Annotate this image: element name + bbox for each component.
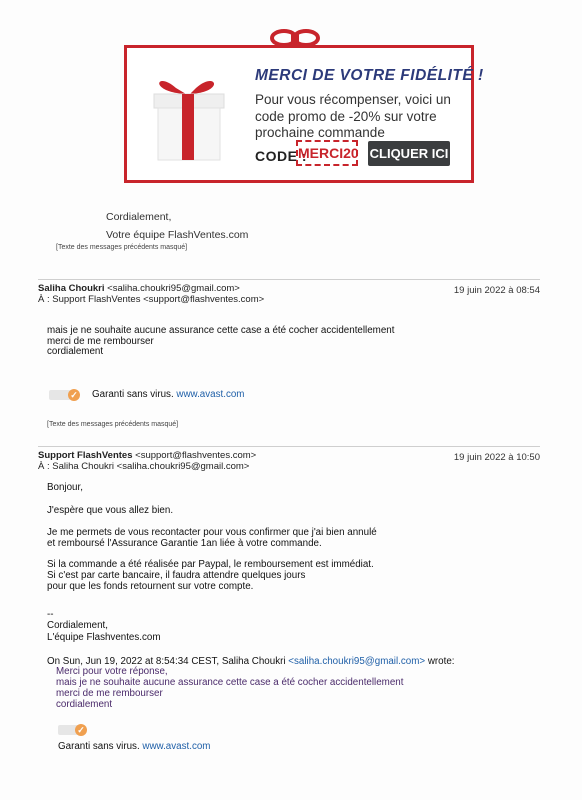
signature-team: Votre équipe FlashVentes.com <box>106 229 249 241</box>
quote-header-text: On Sun, Jun 19, 2022 at 8:54:34 CEST, Saliha Choukri <box>47 656 286 667</box>
promo-code: MERCI20 <box>296 140 358 166</box>
quote-line: merci de me rembourser <box>56 688 163 699</box>
check-icon: ✓ <box>75 724 87 736</box>
message-line: Si c'est par carte bancaire, il faudra attendre quelques jours <box>47 570 306 581</box>
message-line: mais je ne souhaite aucune assurance cette case a été cocher accidentellement <box>47 325 395 336</box>
hidden-messages-link[interactable]: [Texte des messages précédents masqué] <box>47 421 179 428</box>
cta-button[interactable]: CLIQUER ICI <box>368 141 450 166</box>
message-line: et remboursé l'Assurance Garantie 1an liée à votre commande. <box>47 538 322 549</box>
message-date: 19 juin 2022 à 08:54 <box>453 285 540 296</box>
sender-name: Support FlashVentes <box>38 450 133 461</box>
quote-header-wrote: wrote: <box>427 656 455 667</box>
divider <box>38 279 540 280</box>
quote-email-link[interactable]: <saliha.choukri95@gmail.com> <box>288 656 426 667</box>
avast-notice <box>92 389 244 401</box>
sender-email: <saliha.choukri95@gmail.com> <box>107 283 240 294</box>
avast-text: Garanti sans virus. <box>92 389 174 400</box>
divider <box>38 446 540 447</box>
message-from <box>38 450 256 461</box>
message-line: Je me permets de vous recontacter pour vous confirmer que j'ai bien annulé <box>47 527 377 538</box>
message-date: 19 juin 2022 à 10:50 <box>453 452 540 463</box>
sender-email: <support@flashventes.com> <box>135 450 257 461</box>
signature-closing: Cordialement, <box>47 620 108 631</box>
hidden-messages-link[interactable]: [Texte des messages précédents masqué] <box>56 244 188 251</box>
promo-text: Pour vous récompenser, voici un code promo de -20% sur votre prochaine commande <box>255 92 451 140</box>
avast-notice <box>58 741 210 753</box>
quote-line: mais je ne souhaite aucune assurance cette case a été cocher accidentellement <box>56 677 404 688</box>
signature-closing: Cordialement, <box>106 211 172 223</box>
avast-link[interactable]: www.avast.com <box>176 389 245 400</box>
message-line: pour que les fonds retournent sur votre compte. <box>47 581 254 592</box>
signature-separator: -- <box>47 609 54 620</box>
avast-link[interactable]: www.avast.com <box>142 741 211 752</box>
signature-team: L'équipe Flashventes.com <box>47 632 161 643</box>
message-to: À : Saliha Choukri <saliha.choukri95@gmail.com> <box>38 461 250 472</box>
message-line: cordialement <box>47 346 104 357</box>
quote-line: cordialement <box>56 699 113 710</box>
message-line: Si la commande a été réalisée par Paypal, le remboursement est immédiat. <box>47 559 374 570</box>
message-from <box>38 283 240 294</box>
avast-text: Garanti sans virus. <box>58 741 140 752</box>
gift-box-icon <box>146 70 232 162</box>
quote-line: Merci pour votre réponse, <box>56 666 168 677</box>
check-icon: ✓ <box>68 389 80 401</box>
code-label: CODE : <box>255 148 307 164</box>
sender-name: Saliha Choukri <box>38 283 105 294</box>
promo-title: MERCI DE VOTRE FIDÉLITÉ ! <box>255 67 484 84</box>
message-line: J'espère que vous allez bien. <box>47 505 174 516</box>
message-greeting: Bonjour, <box>47 482 83 493</box>
message-to: À : Support FlashVentes <support@flashventes.com> <box>38 294 265 305</box>
message-line: merci de me rembourser <box>47 336 154 347</box>
